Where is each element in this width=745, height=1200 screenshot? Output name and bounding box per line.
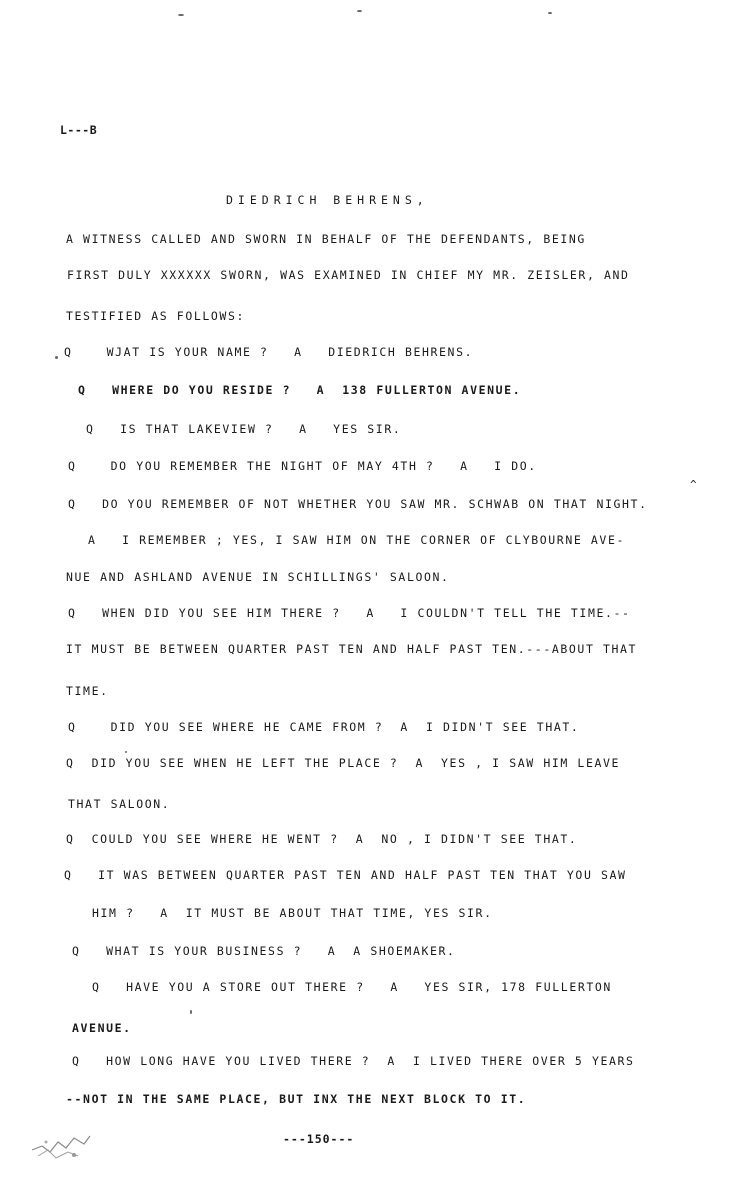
qa-line: Q WHAT IS YOUR BUSINESS ? A A SHOEMAKER. [72,944,456,958]
qa-line: Q WHEN DID YOU SEE HIM THERE ? A I COULDN'T TELL THE TIME.-- [68,606,631,620]
ink-speck [548,12,552,14]
qa-line: Q WJAT IS YOUR NAME ? A DIEDRICH BEHRENS. [64,345,474,359]
qa-line: Q DO YOU REMEMBER THE NIGHT OF MAY 4TH ? A I DO. [68,459,537,473]
qa-line: Q DID YOU SEE WHEN HE LEFT THE PLACE ? A YES , I SAW HIM LEAVE [66,756,621,770]
qa-line: Q WHERE DO YOU RESIDE ? A 138 FULLERTON AVENUE. [78,383,522,397]
ink-speck [55,356,58,359]
witness-title: DIEDRICH BEHRENS, [226,193,429,207]
qa-line: --NOT IN THE SAME PLACE, BUT INX THE NEXT BLOCK TO IT. [66,1092,527,1106]
qa-line: Q HAVE YOU A STORE OUT THERE ? A YES SIR, 178 FULLERTON [92,980,612,994]
qa-line: A I REMEMBER ; YES, I SAW HIM ON THE CORNER OF CLYBOURNE AVE- [88,533,625,547]
text-line: FIRST DULY XXXXXX SWORN, WAS EXAMINED IN CHIEF MY MR. ZEISLER, AND [67,268,630,282]
qa-line: THAT SALOON. [68,797,171,811]
text-line: TESTIFIED AS FOLLOWS: [66,309,245,323]
page-number: ---150--- [283,1132,355,1146]
qa-line: Q DID YOU SEE WHERE HE CAME FROM ? A I DIDN'T SEE THAT. [68,720,580,734]
insertion-mark-icon: ^ [690,478,697,491]
qa-line: TIME. [66,684,109,698]
ink-speck [125,751,127,753]
ink-speck [190,1010,192,1014]
ink-speck [178,14,184,16]
qa-line: Q IT WAS BETWEEN QUARTER PAST TEN AND HALF PAST TEN THAT YOU SAW [64,868,627,882]
page-identifier: L---B [60,123,98,137]
qa-line: Q IS THAT LAKEVIEW ? A YES SIR. [86,422,402,436]
qa-line: HIM ? A IT MUST BE ABOUT THAT TIME, YES SIR. [92,906,493,920]
stamp-smudge-icon [28,1128,94,1162]
qa-line: IT MUST BE BETWEEN QUARTER PAST TEN AND HALF PAST TEN.---ABOUT THAT [66,642,638,656]
qa-line: Q HOW LONG HAVE YOU LIVED THERE ? A I LIVED THERE OVER 5 YEARS [72,1054,635,1068]
qa-line: NUE AND ASHLAND AVENUE IN SCHILLINGS' SALOON. [66,570,450,584]
ink-speck [357,10,362,12]
qa-line: Q DO YOU REMEMBER OF NOT WHETHER YOU SAW MR. SCHWAB ON THAT NIGHT. [68,497,648,511]
text-line: A WITNESS CALLED AND SWORN IN BEHALF OF THE DEFENDANTS, BEING [66,232,586,246]
qa-line: AVENUE. [72,1021,132,1035]
qa-line: Q COULD YOU SEE WHERE HE WENT ? A NO , I DIDN'T SEE THAT. [66,832,578,846]
